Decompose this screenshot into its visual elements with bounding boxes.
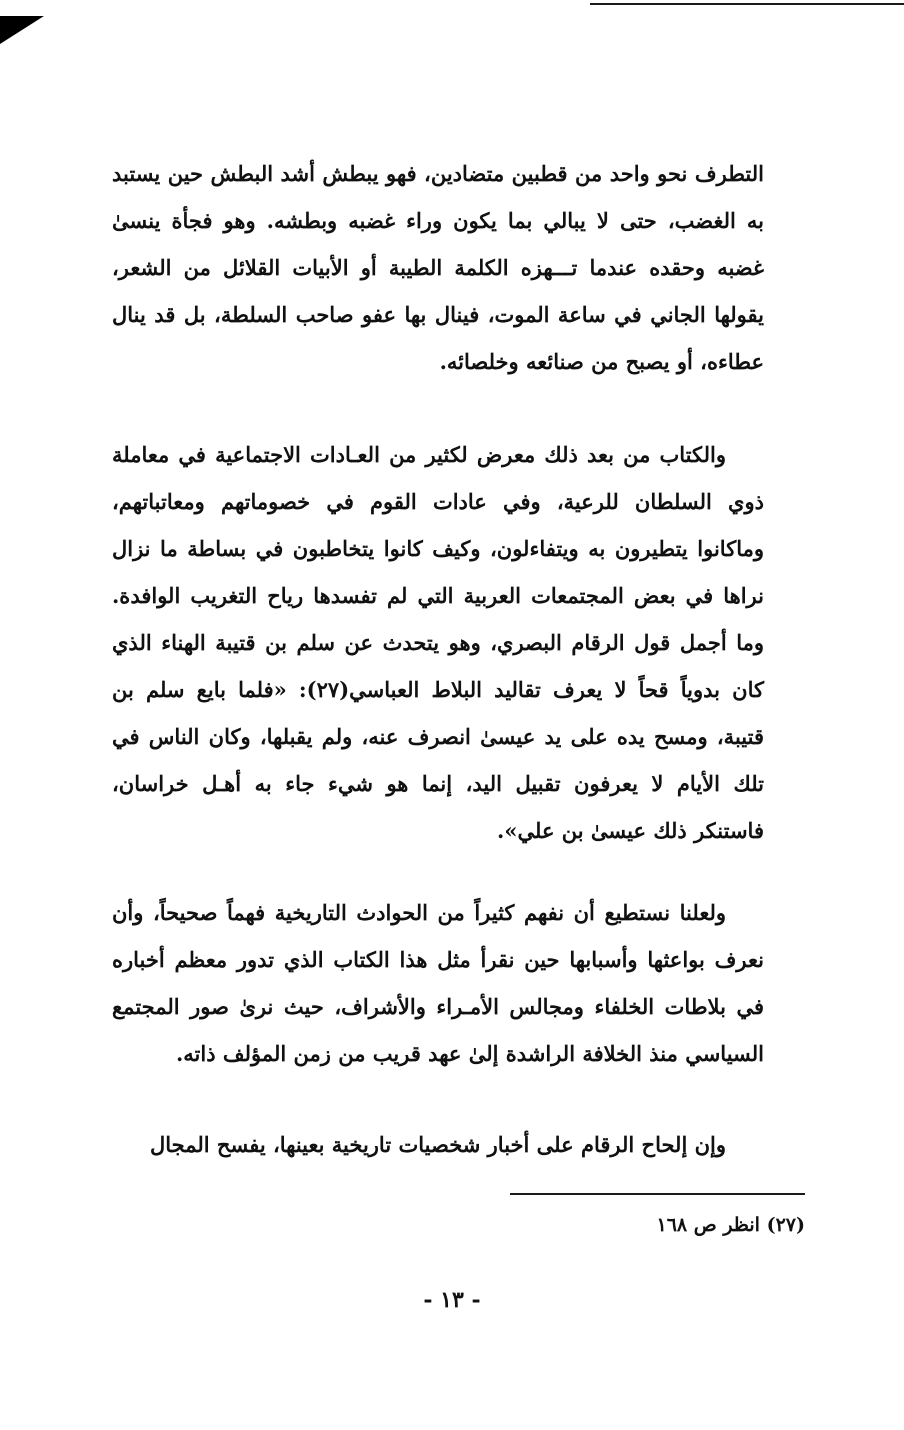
paragraph-4: وإن إلحاح الرقام على أخبار شخصيات تاريخية بعينها، يفسح المجال (150, 1132, 726, 1157)
paragraph-1: التطرف نحو واحد من قطبين متضادين، فهو يبطش أشد البطش حين يستبد به الغضب، حتى لا يبالي بما يكون وراء غضبه وبطشه. وهو فجأة ينسىٰ غضبه وحقده عندما تـــهزه الكلمة الطيبة أو الأبيات القلائل من الشعر، يقولها الجاني في ساعة الموت، فينال بها عفو صاحب السلطة، بل قد ينال عطاءه، أو يصبح من صنائعه وخلصائه. (112, 161, 764, 374)
corner-triangle-mark (0, 16, 44, 44)
paragraph-2: والكتاب من بعد ذلك معرض لكثير من العـادات الاجتماعية في معاملة ذوي السلطان للرعية، وفي عادات القوم في خصوماتهم ومعاتباتهم، وماكانوا يتطيرون به ويتفاءلون، وكيف كانوا يتخاطبون في بساطة ما نزال نراها في بعض المجتمعات العربية التي لم تفسدها رياح التغريب الوافدة. وما أجمل قول الرقام البصري، وهو يتحدث عن سلم بن قتيبة الهناء الذي كان بدوياً قحاً لا يعرف تقاليد البلاط العباسي(٢٧): «فلما بايع سلم بن قتيبة، ومسح يده على يد عيسىٰ انصرف عنه، ولم يقبلها، وكان الناس في تلك الأيام لا يعرفون تقبيل اليد، إنما هو شيء جاء به أهـل خراسان، فاستنكر ذلك عيسىٰ بن علي». (112, 442, 764, 843)
page-number: - ١٣ - (423, 1287, 481, 1313)
top-rule (590, 3, 904, 5)
footnote-rule (510, 1193, 805, 1195)
footnote: (٢٧) انظر ص ١٦٨ (656, 1214, 805, 1236)
paragraph-3: ولعلنا نستطيع أن نفهم كثيراً من الحوادث التاريخية فهماً صحيحاً، وأن نعرف بواعثها وأسبابها حين نقرأ مثل هذا الكتاب الذي تدور معظم أخباره في بلاطات الخلفاء ومجالس الأمـراء والأشراف، حيث نرىٰ صور المجتمع السياسي منذ الخلافة الراشدة إلىٰ عهد قريب من زمن المؤلف ذاته. (112, 900, 764, 1066)
